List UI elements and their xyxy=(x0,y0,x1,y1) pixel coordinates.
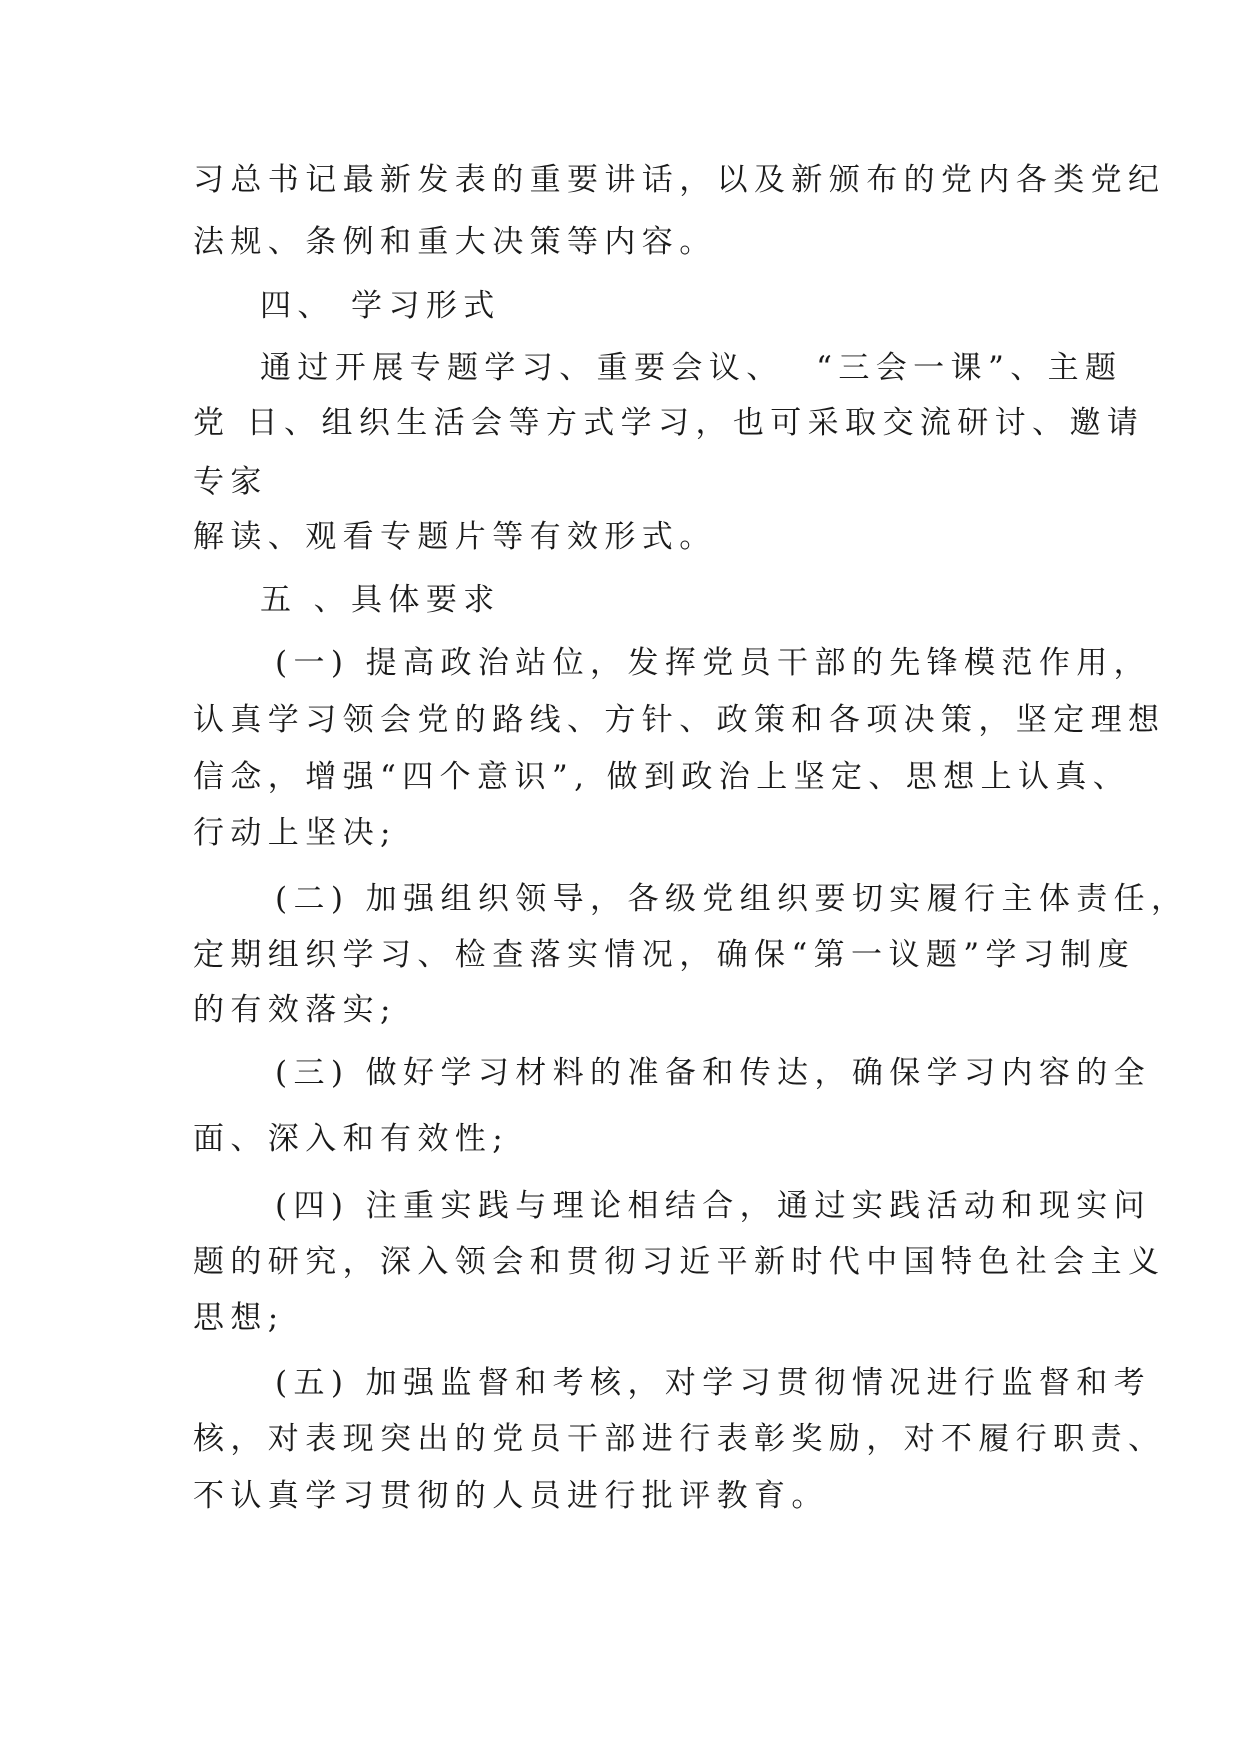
section-heading: 五 、具体要求 xyxy=(260,582,501,618)
paragraph-line: (一) 提高政治站位，发挥党员干部的先锋模范作用， xyxy=(275,645,1152,681)
paragraph-line: 定期组织学习、检查落实情况，确保“第一议题”学习制度 xyxy=(193,937,1136,973)
paragraph-line: 的有效落实; xyxy=(193,992,397,1028)
paragraph-line: 思想; xyxy=(193,1300,285,1336)
paragraph-line: 行动上坚决; xyxy=(193,815,397,851)
paragraph-line: 专家 xyxy=(193,464,268,500)
paragraph-line: (五) 加强监督和考核，对学习贯彻情况进行监督和考 xyxy=(275,1365,1152,1401)
paragraph-line: 通过开展专题学习、重要会议、 “三会一课”、主题 xyxy=(260,350,1123,386)
section-heading: 四、 学习形式 xyxy=(260,288,501,324)
paragraph-line: 认真学习领会党的路线、方针、政策和各项决策，坚定理想 xyxy=(193,702,1166,738)
paragraph-line: (三) 做好学习材料的准备和传达，确保学习内容的全 xyxy=(275,1055,1152,1091)
paragraph-line: 面、深入和有效性; xyxy=(193,1121,510,1157)
paragraph-line: 解读、观看专题片等有效形式。 xyxy=(193,519,717,555)
paragraph-line: 党 日、组织生活会等方式学习，也可采取交流研讨、邀请 xyxy=(193,405,1145,441)
paragraph-line: (二) 加强组织领导，各级党组织要切实履行主体责任， xyxy=(275,881,1189,917)
paragraph-line: 不认真学习贯彻的人员进行批评教育。 xyxy=(193,1478,829,1514)
paragraph-line: 核，对表现突出的党员干部进行表彰奖励，对不履行职责、 xyxy=(193,1421,1166,1457)
paragraph-line: 法规、条例和重大决策等内容。 xyxy=(193,224,717,260)
paragraph-line: 信念，增强“四个意识”, 做到政治上坚定、思想上认真、 xyxy=(193,759,1131,795)
paragraph-line: (四) 注重实践与理论相结合，通过实践活动和现实问 xyxy=(275,1188,1152,1224)
paragraph-line: 习总书记最新发表的重要讲话，以及新颁布的党内各类党纪 xyxy=(193,162,1166,198)
paragraph-line: 题的研究，深入领会和贯彻习近平新时代中国特色社会主义 xyxy=(193,1244,1166,1280)
